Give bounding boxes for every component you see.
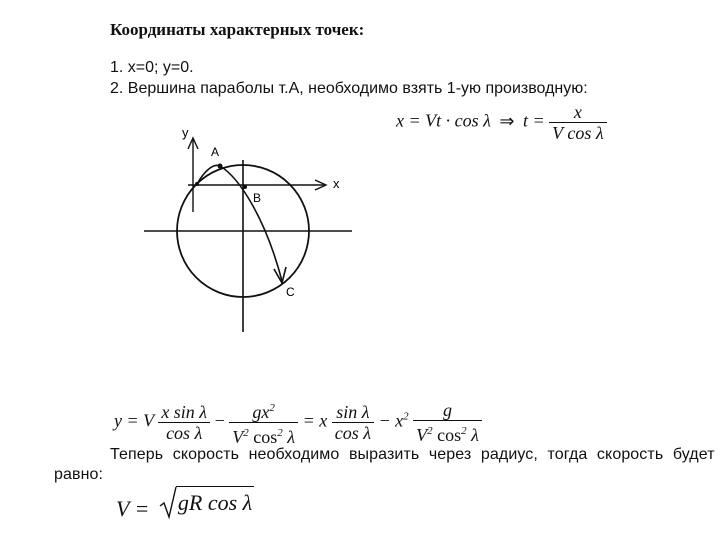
list-item-1: 1. x=0; y=0. [110, 59, 194, 76]
formula-velocity-lhs: V = [116, 496, 150, 521]
fraction-2-den [229, 423, 298, 447]
fraction-4-den-cos: cos [437, 425, 462, 445]
fraction-1-den: cos λ [166, 423, 203, 443]
fraction-2-num-sup: 2 [269, 402, 275, 414]
formula-minus-x: − x [378, 410, 404, 431]
x-axis-label: x [333, 176, 340, 191]
formula-time-fraction [549, 102, 606, 143]
formula-y-v: y = V [114, 410, 154, 431]
page-heading: Координаты характерных точек: [110, 20, 365, 39]
fraction-1 [158, 402, 210, 443]
fraction-4 [413, 400, 482, 445]
fraction-4-den-v: V [416, 425, 428, 445]
formula-time-lhs: x = Vt · cos λ [396, 110, 491, 131]
implies-symbol: ⇒ [499, 110, 515, 131]
point-b-dot [243, 185, 247, 189]
minus-sign-1: − [214, 410, 225, 431]
y-axis-label: y [182, 125, 189, 140]
point-c-label: C [286, 285, 295, 299]
sqrt-icon [159, 486, 177, 520]
formula-trajectory [114, 398, 482, 447]
fraction-2-den-v: V [232, 427, 244, 447]
formula-minus-x-sup: 2 [403, 410, 409, 423]
trajectory-diagram [140, 125, 360, 340]
fraction-2-den-lambda: λ [287, 427, 296, 447]
point-a-label: A [211, 145, 220, 159]
fraction-2 [229, 398, 298, 447]
fraction-2-den-cos: cos [253, 427, 278, 447]
fraction-numerator: x [549, 102, 606, 123]
fraction-3-den: cos λ [334, 423, 371, 443]
fraction-denominator: V cos λ [552, 123, 604, 143]
fraction-3 [332, 402, 374, 443]
fraction-4-den-sup2: 2 [461, 425, 467, 437]
formula-time-t: t = [523, 110, 545, 131]
fraction-4-den [413, 421, 482, 445]
fraction-3-num: sin λ [332, 402, 374, 423]
fraction-2-den-sup1: 2 [243, 427, 249, 439]
fraction-4-den-sup1: 2 [427, 425, 433, 437]
origin-dot [195, 182, 199, 186]
formula-eq-x: = x [302, 410, 328, 431]
trajectory-curve [197, 165, 282, 281]
fraction-2-den-sup2: 2 [277, 427, 283, 439]
fraction-2-num-base: gx [252, 402, 270, 422]
list-item-2: 2. Вершина параболы т.А, необходимо взять 1-ую производную: [110, 80, 588, 97]
fraction-1-num: x sin λ [158, 402, 210, 423]
formula-velocity [116, 486, 254, 520]
paragraph-line-1: Теперь скорость необходимо выразить через радиус, тогда скорость будет [110, 446, 715, 463]
formula-time [396, 102, 607, 143]
sqrt-radicand: gR cos λ [176, 486, 254, 516]
paragraph-line-2: равно: [54, 466, 104, 483]
fraction-4-num: g [413, 400, 482, 421]
fraction-4-den-lambda: λ [471, 425, 479, 445]
point-a-dot [218, 164, 223, 169]
fraction-2-num [229, 398, 298, 423]
point-b-label: B [253, 191, 262, 205]
